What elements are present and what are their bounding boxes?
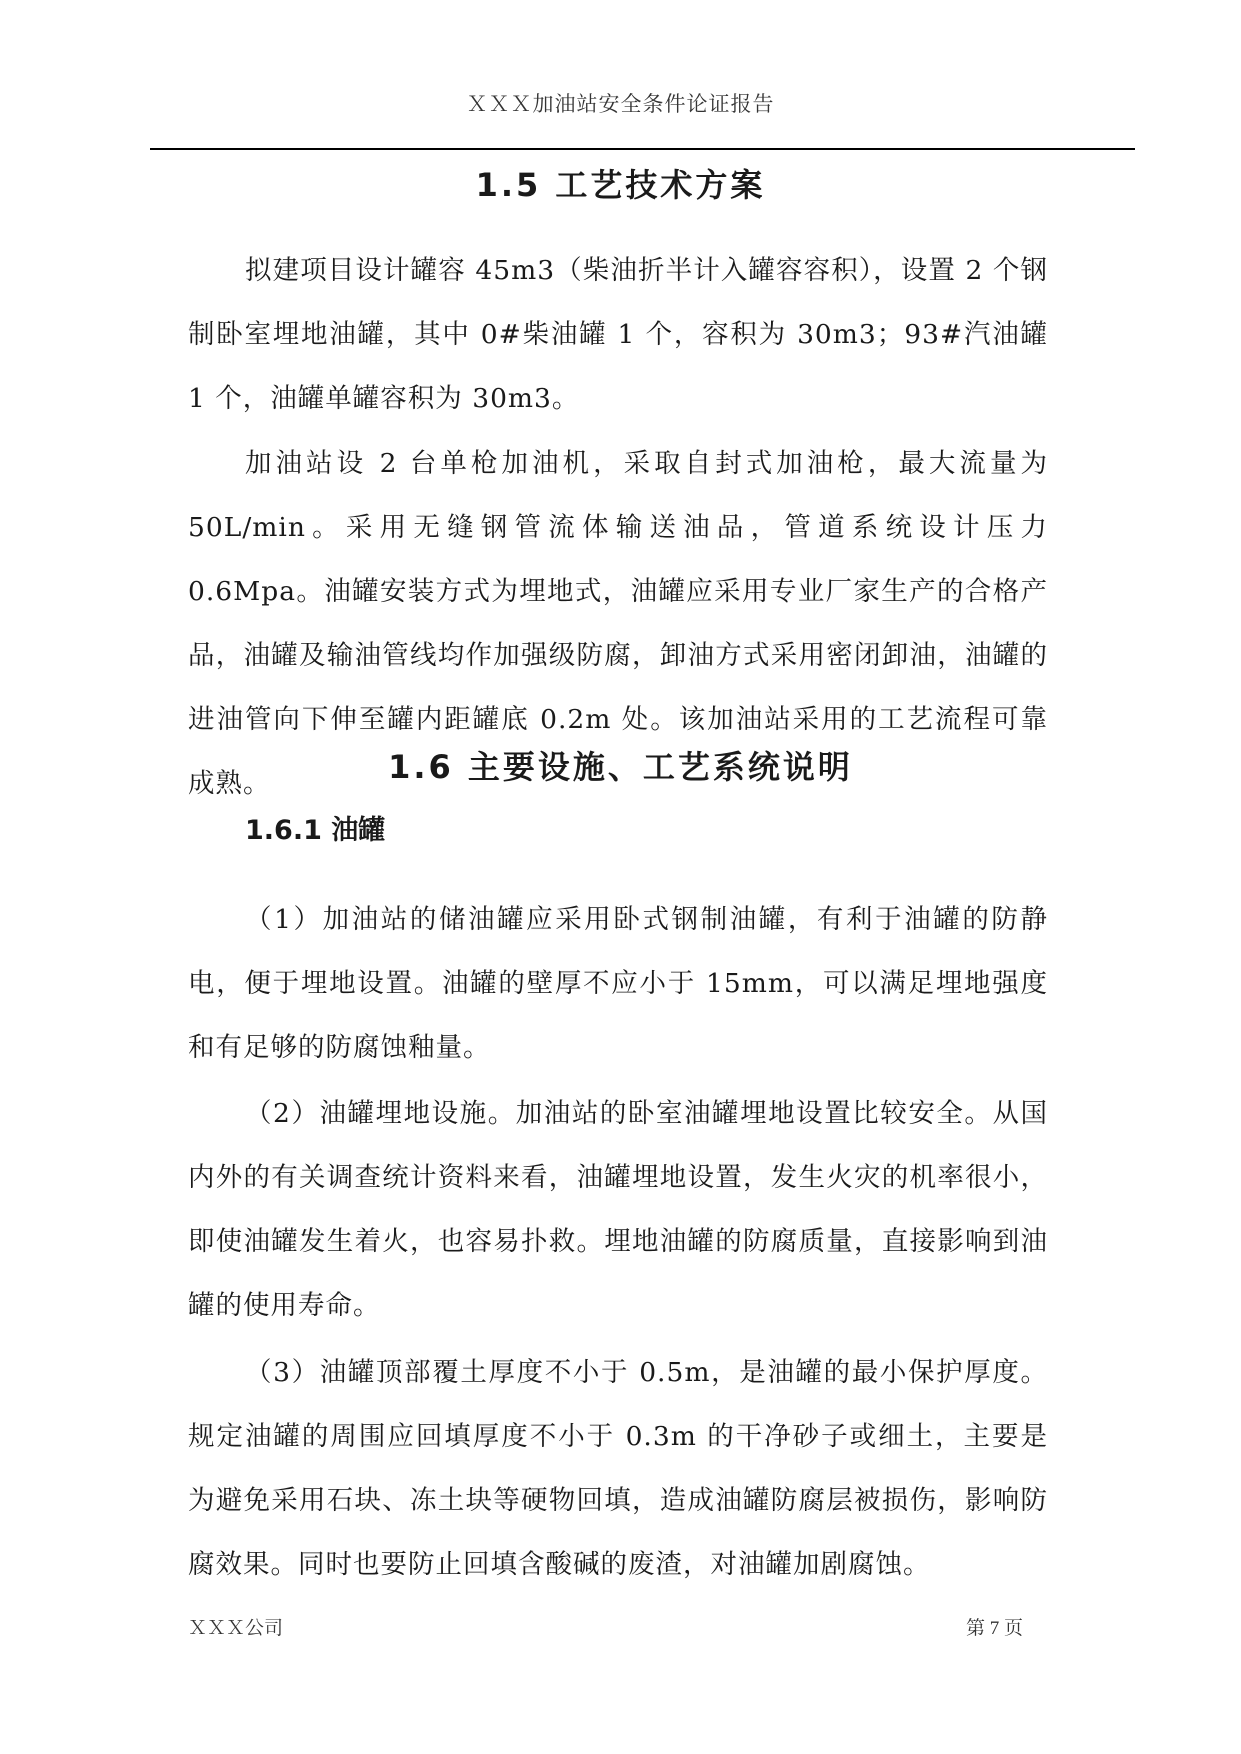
footer-page-number: 第 7 页 — [966, 1618, 1024, 1639]
paragraph-tank-item-1: （1）加油站的储油罐应采用卧式钢制油罐，有利于油罐的防静电，便于埋地设置。油罐的壁厚不应小于 15mm，可以满足埋地强度和有足够的防腐蚀釉量。 — [188, 903, 1048, 1063]
section-heading-1-5: 1.5 工艺技术方案 — [475, 166, 766, 204]
paragraph-tank-item-3: （3）油罐顶部覆土厚度不小于 0.5m，是油罐的最小保护厚度。规定油罐的周围应回填厚度不小于 0.3m 的干净砂子或细土，主要是为避免采用石块、冻土块等硬物回填，造成油罐防腐层被损伤，影响防腐效果。同时也要防止回填含酸碱的废渣，对油罐加剧腐蚀。 — [188, 1356, 1048, 1580]
paragraph-dispensers: 加油站设 2 台单枪加油机，采取自封式加油枪，最大流量为 50L/min。采用无缝钢管流体输送油品，管道系统设计压力 0.6Mpa。油罐安装方式为埋地式，油罐应采用专业厂家生产的合格产品，油罐及输油管线均作加强级防腐，卸油方式采用密闭卸油，油罐的进油管向下伸至罐内距罐底 0.2m 处。该加油站采用的工艺流程可靠成熟。 — [188, 447, 1048, 799]
subsection-heading-1-6-1: 1.6.1 油罐 — [245, 815, 386, 846]
paragraph-tank-capacity: 拟建项目设计罐容 45m3（柴油折半计入罐容容积），设置 2 个钢制卧室埋地油罐，其中 0#柴油罐 1 个，容积为 30m3；93#汽油罐 1 个，油罐单罐容积为 30m3。 — [188, 254, 1048, 414]
paragraph-tank-item-2: （2）油罐埋地设施。加油站的卧室油罐埋地设置比较安全。从国内外的有关调查统计资料来看，油罐埋地设置，发生火灾的机率很小，即使油罐发生着火，也容易扑救。埋地油罐的防腐质量，直接影响到油罐的使用寿命。 — [188, 1097, 1048, 1321]
footer-company: ＸＸＸ公司 — [188, 1618, 284, 1639]
section-heading-1-6: 1.6 主要设施、工艺系统说明 — [388, 748, 853, 786]
header-divider — [150, 148, 1135, 150]
running-header-title: ＸＸＸ加油站安全条件论证报告 — [466, 92, 775, 116]
